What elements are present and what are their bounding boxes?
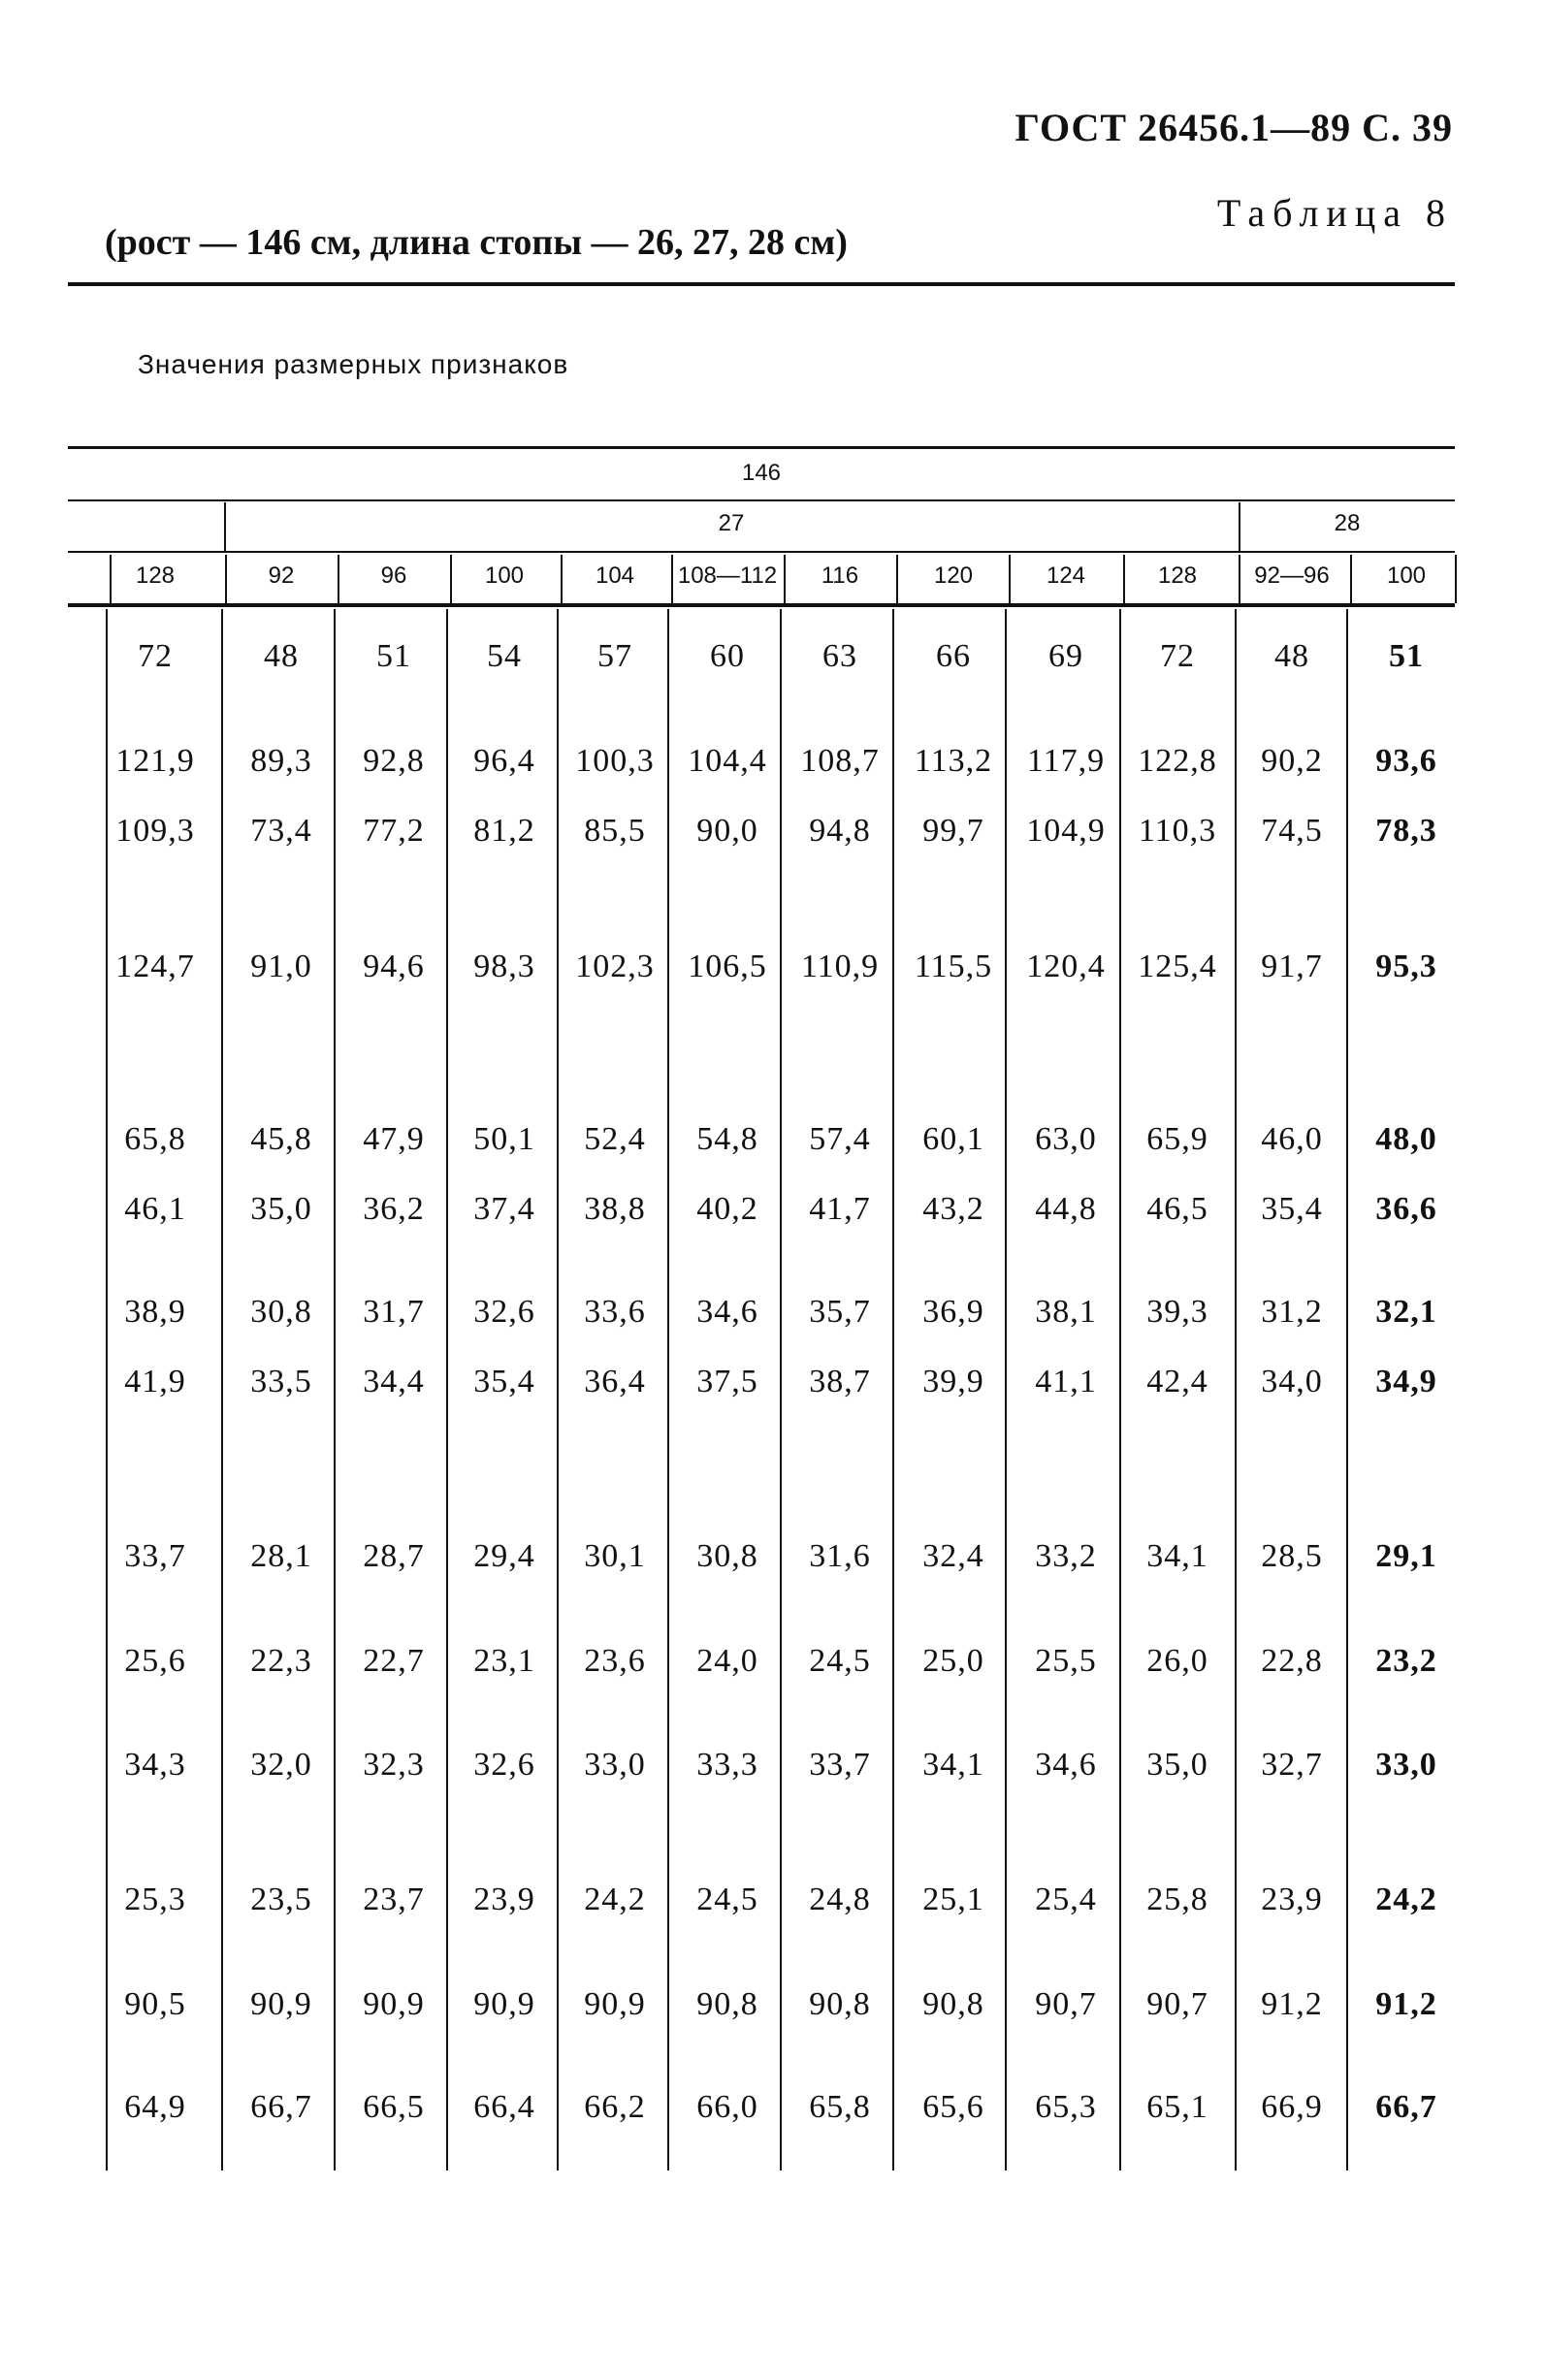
- table-cell: 65,9: [1146, 1121, 1208, 1157]
- header-column-divider: [561, 555, 563, 603]
- table-cell: 25,1: [922, 1881, 984, 1917]
- table-cell: 36,6: [1375, 1191, 1437, 1227]
- table-cell: 72: [138, 638, 173, 674]
- table-cell: 51: [376, 638, 411, 674]
- column-header: 128: [1157, 563, 1198, 589]
- table-cell: 63: [822, 638, 857, 674]
- table-cell: 36,9: [922, 1294, 984, 1330]
- column-header: 108—112: [677, 563, 778, 589]
- header-bottom-rule: [68, 603, 1455, 607]
- table-cell: 37,5: [696, 1364, 758, 1399]
- table-cell: 26,0: [1146, 1643, 1208, 1679]
- table-cell: 66,2: [584, 2089, 646, 2125]
- table-cell: 38,8: [584, 1191, 646, 1227]
- table-cell: 24,0: [696, 1643, 758, 1679]
- table-cell: 33,7: [124, 1538, 186, 1574]
- header-rule-1: [68, 499, 1455, 501]
- table-cell: 38,1: [1035, 1294, 1097, 1330]
- table-cell: 46,1: [124, 1191, 186, 1227]
- table-cell: 66,7: [250, 2089, 312, 2125]
- table-cell: 57,4: [809, 1121, 871, 1157]
- table-cell: 91,2: [1261, 1986, 1323, 2022]
- table-cell: 37,4: [473, 1191, 535, 1227]
- table-cell: 125,4: [1138, 949, 1217, 984]
- table-cell: 23,9: [1261, 1881, 1323, 1917]
- table-cell: 31,2: [1261, 1294, 1323, 1330]
- table-label: Таблица 8: [1216, 191, 1453, 235]
- table-cell: 90,7: [1035, 1986, 1097, 2022]
- table-cell: 54,8: [696, 1121, 758, 1157]
- header-column-divider: [1239, 555, 1240, 603]
- table-cell: 30,8: [250, 1294, 312, 1330]
- header-column-divider: [896, 555, 898, 603]
- table-cell: 34,1: [922, 1747, 984, 1783]
- table-cell: 63,0: [1035, 1121, 1097, 1157]
- table-cell: 28,7: [363, 1538, 425, 1574]
- table-cell: 23,5: [250, 1881, 312, 1917]
- table-cell: 24,2: [584, 1881, 646, 1917]
- table-cell: 90,8: [922, 1986, 984, 2022]
- table-cell: 32,6: [473, 1747, 535, 1783]
- table-cell: 121,9: [115, 743, 195, 779]
- table-cell: 32,7: [1261, 1747, 1323, 1783]
- column-header: 116: [821, 563, 859, 589]
- table-cell: 89,3: [250, 743, 312, 779]
- table-cell: 43,2: [922, 1191, 984, 1227]
- table-cell: 34,6: [1035, 1747, 1097, 1783]
- table-cell: 120,4: [1026, 949, 1106, 984]
- table-cell: 33,0: [1375, 1747, 1437, 1783]
- group-divider-left: [224, 502, 226, 551]
- table-cell: 60,1: [922, 1121, 984, 1157]
- table-cell: 41,9: [124, 1364, 186, 1399]
- table-cell: 24,5: [809, 1643, 871, 1679]
- table-cell: 44,8: [1035, 1191, 1097, 1227]
- table-cell: 28,5: [1261, 1538, 1323, 1574]
- header-column-divider: [784, 555, 786, 603]
- table-cell: 39,3: [1146, 1294, 1208, 1330]
- table-cell: 25,0: [922, 1643, 984, 1679]
- table-cell: 117,9: [1026, 743, 1106, 779]
- table-cell: 29,1: [1375, 1538, 1437, 1574]
- table-cell: 48,0: [1375, 1121, 1437, 1157]
- table-cell: 60: [710, 638, 745, 674]
- table-cell: 96,4: [473, 743, 535, 779]
- table-cell: 90,0: [696, 813, 758, 849]
- table-cell: 40,2: [696, 1191, 758, 1227]
- table-cell: 90,9: [363, 1986, 425, 2022]
- table-cell: 90,5: [124, 1986, 186, 2022]
- table-cell: 23,1: [473, 1643, 535, 1679]
- table-cell: 115,5: [914, 949, 993, 984]
- table-cell: 110,3: [1138, 813, 1217, 849]
- table-cell: 113,2: [914, 743, 993, 779]
- table-cell: 41,7: [809, 1191, 871, 1227]
- table-cell: 23,7: [363, 1881, 425, 1917]
- table-cell: 52,4: [584, 1121, 646, 1157]
- document-reference: ГОСТ 26456.1—89 С. 39: [1015, 106, 1453, 149]
- column-header: 124: [1046, 563, 1086, 589]
- column-header: 128: [135, 563, 176, 589]
- table-cell: 50,1: [473, 1121, 535, 1157]
- table-cell: 110,9: [800, 949, 880, 984]
- table-cell: 30,8: [696, 1538, 758, 1574]
- table-cell: 106,5: [688, 949, 767, 984]
- column-header: 92: [268, 563, 295, 589]
- table-cell: 73,4: [250, 813, 312, 849]
- header-column-divider: [1009, 555, 1011, 603]
- table-cell: 54: [487, 638, 522, 674]
- table-cell: 35,4: [473, 1364, 535, 1399]
- table-cell: 33,2: [1035, 1538, 1097, 1574]
- table-cell: 24,8: [809, 1881, 871, 1917]
- table-cell: 46,5: [1146, 1191, 1208, 1227]
- table-cell: 93,6: [1375, 743, 1437, 779]
- table-cell: 90,9: [473, 1986, 535, 2022]
- table-cell: 90,7: [1146, 1986, 1208, 2022]
- table-cell: 34,1: [1146, 1538, 1208, 1574]
- table-cell: 66,0: [696, 2089, 758, 2125]
- column-header: 100: [484, 563, 525, 589]
- table-cell: 25,8: [1146, 1881, 1208, 1917]
- table-cell: 25,6: [124, 1643, 186, 1679]
- table-cell: 22,3: [250, 1643, 312, 1679]
- table-cell: 65,8: [124, 1121, 186, 1157]
- table-cell: 64,9: [124, 2089, 186, 2125]
- table-cell: 66: [936, 638, 971, 674]
- header-column-divider: [1350, 555, 1352, 603]
- table-cell: 38,9: [124, 1294, 186, 1330]
- table-cell: 74,5: [1261, 813, 1323, 849]
- table-cell: 65,8: [809, 2089, 871, 2125]
- table-cell: 33,5: [250, 1364, 312, 1399]
- table-cell: 65,3: [1035, 2089, 1097, 2125]
- table-cell: 122,8: [1138, 743, 1217, 779]
- column-header: 96: [380, 563, 407, 589]
- table-cell: 35,7: [809, 1294, 871, 1330]
- table-cell: 41,1: [1035, 1364, 1097, 1399]
- header-rule-2: [68, 551, 1455, 553]
- table-cell: 98,3: [473, 949, 535, 984]
- table-cell: 35,0: [1146, 1747, 1208, 1783]
- table-cell: 24,2: [1375, 1881, 1437, 1917]
- table-cell: 45,8: [250, 1121, 312, 1157]
- table-cell: 69: [1048, 638, 1083, 674]
- header-column-divider: [338, 555, 339, 603]
- table-cell: 95,3: [1375, 949, 1437, 984]
- table-cell: 57: [597, 638, 632, 674]
- table-cell: 81,2: [473, 813, 535, 849]
- table-cell: 25,5: [1035, 1643, 1097, 1679]
- header-column-divider: [671, 555, 673, 603]
- table-cell: 47,9: [363, 1121, 425, 1157]
- column-header: 92—96: [1254, 563, 1330, 589]
- foot-length-27: 27: [718, 510, 745, 536]
- table-cell: 48: [1274, 638, 1309, 674]
- table-cell: 34,4: [363, 1364, 425, 1399]
- table-cell: 23,9: [473, 1881, 535, 1917]
- table-cell: 91,2: [1375, 1986, 1437, 2022]
- table-cell: 25,3: [124, 1881, 186, 1917]
- table-cell: 33,3: [696, 1747, 758, 1783]
- table-cell: 104,4: [688, 743, 767, 779]
- table-cell: 28,1: [250, 1538, 312, 1574]
- table-cell: 91,7: [1261, 949, 1323, 984]
- table-subtitle: (рост — 146 см, длина стопы — 26, 27, 28 см): [105, 222, 848, 263]
- table-cell: 32,4: [922, 1538, 984, 1574]
- table-cell: 39,9: [922, 1364, 984, 1399]
- table-cell: 102,3: [575, 949, 655, 984]
- values-title: Значения размерных признаков: [138, 349, 569, 379]
- table-cell: 90,8: [696, 1986, 758, 2022]
- table-cell: 90,9: [250, 1986, 312, 2022]
- table-cell: 77,2: [363, 813, 425, 849]
- table-cell: 51: [1389, 638, 1424, 674]
- table-cell: 33,0: [584, 1747, 646, 1783]
- table-cell: 90,2: [1261, 743, 1323, 779]
- table-cell: 85,5: [584, 813, 646, 849]
- table-cell: 65,6: [922, 2089, 984, 2125]
- header-column-divider: [1455, 555, 1457, 603]
- table-cell: 25,4: [1035, 1881, 1097, 1917]
- table-cell: 24,5: [696, 1881, 758, 1917]
- height-label: 146: [741, 460, 782, 486]
- table-cell: 30,1: [584, 1538, 646, 1574]
- header-column-divider: [1123, 555, 1125, 603]
- table-cell: 100,3: [575, 743, 655, 779]
- header-top-rule: [68, 446, 1455, 449]
- table-cell: 91,0: [250, 949, 312, 984]
- table-cell: 66,4: [473, 2089, 535, 2125]
- heavy-rule: [68, 282, 1455, 286]
- table-cell: 31,7: [363, 1294, 425, 1330]
- table-cell: 33,7: [809, 1747, 871, 1783]
- table-cell: 36,4: [584, 1364, 646, 1399]
- table-cell: 35,4: [1261, 1191, 1323, 1227]
- table-cell: 35,0: [250, 1191, 312, 1227]
- table-cell: 32,6: [473, 1294, 535, 1330]
- table-cell: 32,0: [250, 1747, 312, 1783]
- table-cell: 109,3: [115, 813, 195, 849]
- table-cell: 36,2: [363, 1191, 425, 1227]
- table-cell: 23,2: [1375, 1643, 1437, 1679]
- table-cell: 90,8: [809, 1986, 871, 2022]
- table-cell: 66,7: [1375, 2089, 1437, 2125]
- table-cell: 38,7: [809, 1364, 871, 1399]
- table-cell: 34,9: [1375, 1364, 1437, 1399]
- header-column-divider: [110, 555, 112, 603]
- table-cell: 108,7: [800, 743, 880, 779]
- group-divider-right: [1239, 502, 1240, 551]
- table-cell: 29,4: [473, 1538, 535, 1574]
- table-cell: 94,6: [363, 949, 425, 984]
- table-cell: 32,3: [363, 1747, 425, 1783]
- table-cell: 48: [264, 638, 299, 674]
- table-cell: 33,6: [584, 1294, 646, 1330]
- column-header: 100: [1386, 563, 1427, 589]
- header-column-divider: [225, 555, 227, 603]
- table-cell: 22,7: [363, 1643, 425, 1679]
- table-cell: 46,0: [1261, 1121, 1323, 1157]
- table-cell: 104,9: [1026, 813, 1106, 849]
- table-cell: 66,5: [363, 2089, 425, 2125]
- table-cell: 22,8: [1261, 1643, 1323, 1679]
- table-cell: 34,0: [1261, 1364, 1323, 1399]
- foot-length-28: 28: [1334, 510, 1361, 536]
- table-cell: 99,7: [922, 813, 984, 849]
- table-cell: 90,9: [584, 1986, 646, 2022]
- table-cell: 72: [1160, 638, 1195, 674]
- table-cell: 66,9: [1261, 2089, 1323, 2125]
- column-header: 120: [933, 563, 974, 589]
- table-cell: 94,8: [809, 813, 871, 849]
- table-cell: 65,1: [1146, 2089, 1208, 2125]
- column-header: 104: [595, 563, 635, 589]
- table-cell: 31,6: [809, 1538, 871, 1574]
- table-cell: 124,7: [115, 949, 195, 984]
- table-cell: 34,6: [696, 1294, 758, 1330]
- table-cell: 78,3: [1375, 813, 1437, 849]
- table-cell: 34,3: [124, 1747, 186, 1783]
- table-cell: 32,1: [1375, 1294, 1437, 1330]
- header-column-divider: [450, 555, 452, 603]
- table-cell: 42,4: [1146, 1364, 1208, 1399]
- table-cell: 23,6: [584, 1643, 646, 1679]
- table-cell: 92,8: [363, 743, 425, 779]
